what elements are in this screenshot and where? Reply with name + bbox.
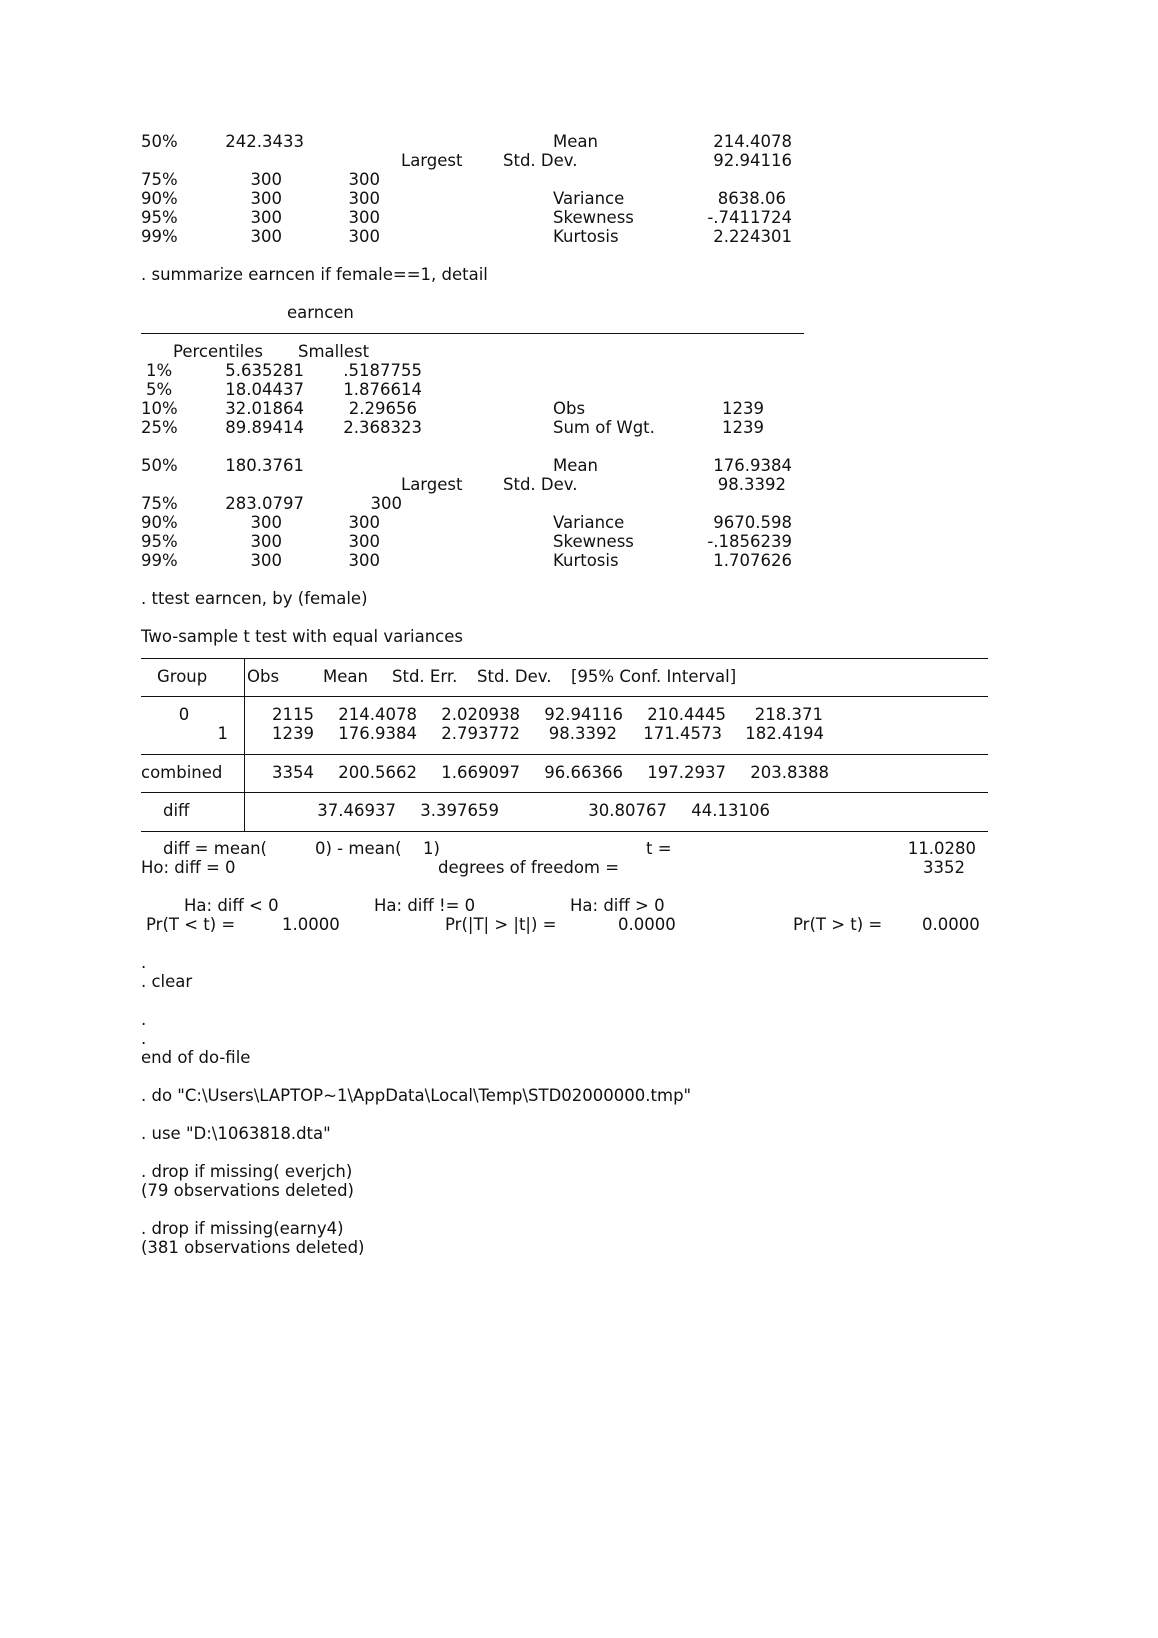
row-obs: 2115 xyxy=(272,705,314,724)
log-line: (79 observations deleted) xyxy=(141,1181,354,1200)
stat-value: 9670.598 xyxy=(713,513,792,532)
smallest-header: Smallest xyxy=(298,342,370,361)
table-top-rule xyxy=(141,658,988,659)
pct-value: 242.3433 xyxy=(225,132,304,151)
row-ci-high: 44.13106 xyxy=(691,801,770,820)
col-header-group: Group xyxy=(157,667,208,686)
extreme-value: 1.876614 xyxy=(343,380,422,399)
null-hypothesis: Ho: diff = 0 xyxy=(141,858,236,877)
log-line: . xyxy=(141,1029,147,1048)
log-line: . xyxy=(141,1010,147,1029)
largest-label: Largest xyxy=(401,151,463,170)
stat-value: 8638.06 xyxy=(717,189,786,208)
log-line: end of do-file xyxy=(141,1048,251,1067)
log-line: . xyxy=(141,953,147,972)
pct-value: 283.0797 xyxy=(225,494,304,513)
extreme-value: 300 xyxy=(348,551,380,570)
col-header-mean: Mean xyxy=(323,667,368,686)
row-obs: 3354 xyxy=(272,763,314,782)
table-rule xyxy=(141,792,988,793)
table-bottom-rule xyxy=(141,831,988,832)
row-se: 2.793772 xyxy=(441,724,520,743)
log-line: . clear xyxy=(141,972,193,991)
row-ci-high: 203.8388 xyxy=(750,763,829,782)
log-line: (381 observations deleted) xyxy=(141,1238,365,1257)
extreme-value: 300 xyxy=(348,208,380,227)
stat-label: Skewness xyxy=(553,208,634,227)
row-sd: 98.3392 xyxy=(548,724,617,743)
row-se: 3.397659 xyxy=(420,801,499,820)
t-value: 11.0280 xyxy=(907,839,976,858)
p-lt-label: Pr(T < t) = xyxy=(146,915,236,934)
col-header-sd: Std. Dev. xyxy=(477,667,552,686)
pct-label: 1% xyxy=(146,361,173,380)
row-ci-low: 30.80767 xyxy=(588,801,667,820)
stat-label: Sum of Wgt. xyxy=(553,418,655,437)
pct-label: 75% xyxy=(141,494,178,513)
stat-label: Mean xyxy=(553,132,598,151)
stat-value: 214.4078 xyxy=(713,132,792,151)
stat-value: 2.224301 xyxy=(713,227,792,246)
row-sd: 92.94116 xyxy=(544,705,623,724)
row-ci-low: 210.4445 xyxy=(647,705,726,724)
pct-label: 25% xyxy=(141,418,178,437)
extreme-value: 300 xyxy=(370,494,402,513)
row-mean: 37.46937 xyxy=(317,801,396,820)
row-mean: 176.9384 xyxy=(338,724,417,743)
p-ne-value: 0.0000 xyxy=(618,915,676,934)
log-line: . drop if missing(earny4) xyxy=(141,1219,344,1238)
alt-hypothesis-gt: Ha: diff > 0 xyxy=(570,896,665,915)
pct-label: 90% xyxy=(141,513,178,532)
row-ci-high: 182.4194 xyxy=(745,724,824,743)
stat-value: -.7411724 xyxy=(707,208,792,227)
t-label: t = xyxy=(646,839,672,858)
extreme-value: 300 xyxy=(348,189,380,208)
df-value: 3352 xyxy=(923,858,965,877)
stat-value: 1239 xyxy=(722,418,764,437)
col-header-se: Std. Err. xyxy=(392,667,458,686)
pct-value: 300 xyxy=(250,227,282,246)
extreme-value: 300 xyxy=(348,532,380,551)
table-column-rule xyxy=(244,658,245,831)
extreme-value: 2.368323 xyxy=(343,418,422,437)
row-group: 0 xyxy=(178,705,190,724)
command-line: . ttest earncen, by (female) xyxy=(141,589,368,608)
df-label: degrees of freedom = xyxy=(438,858,620,877)
diff-definition: 0) - mean( xyxy=(315,839,402,858)
pct-label: 95% xyxy=(141,532,178,551)
row-group: combined xyxy=(141,763,223,782)
diff-definition: diff = mean( xyxy=(163,839,267,858)
row-ci-low: 171.4573 xyxy=(643,724,722,743)
row-group: diff xyxy=(163,801,190,820)
alt-hypothesis-lt: Ha: diff < 0 xyxy=(184,896,279,915)
p-ne-label: Pr(|T| > |t|) = xyxy=(445,915,557,934)
pct-value: 300 xyxy=(250,170,282,189)
stat-label: Kurtosis xyxy=(553,551,619,570)
pct-value: 5.635281 xyxy=(225,361,304,380)
pct-label: 90% xyxy=(141,189,178,208)
ttest-title: Two-sample t test with equal variances xyxy=(141,627,463,646)
pct-value: 18.04437 xyxy=(225,380,304,399)
stat-label: Obs xyxy=(553,399,586,418)
stat-label: Std. Dev. xyxy=(503,475,578,494)
stat-label: Mean xyxy=(553,456,598,475)
extreme-value: .5187755 xyxy=(343,361,422,380)
percentiles-header: Percentiles xyxy=(173,342,264,361)
extreme-value: 300 xyxy=(348,227,380,246)
pct-value: 300 xyxy=(250,189,282,208)
stat-label: Kurtosis xyxy=(553,227,619,246)
stat-value: 92.94116 xyxy=(713,151,792,170)
pct-label: 50% xyxy=(141,132,178,151)
stat-value: 176.9384 xyxy=(713,456,792,475)
col-header-ci: [95% Conf. Interval] xyxy=(571,667,737,686)
row-obs: 1239 xyxy=(272,724,314,743)
log-line: . use "D:\1063818.dta" xyxy=(141,1124,331,1143)
extreme-value: 2.29656 xyxy=(348,399,417,418)
command-line: . summarize earncen if female==1, detail xyxy=(141,265,488,284)
pct-value: 300 xyxy=(250,532,282,551)
log-line: . do "C:\Users\LAPTOP~1\AppData\Local\Temp\STD02000000.tmp" xyxy=(141,1086,692,1105)
pct-label: 75% xyxy=(141,170,178,189)
pct-label: 99% xyxy=(141,227,178,246)
pct-value: 89.89414 xyxy=(225,418,304,437)
variable-title: earncen xyxy=(287,303,354,322)
row-mean: 214.4078 xyxy=(338,705,417,724)
pct-value: 300 xyxy=(250,551,282,570)
pct-label: 5% xyxy=(146,380,173,399)
col-header-obs: Obs xyxy=(247,667,280,686)
table-rule xyxy=(141,754,988,755)
pct-value: 300 xyxy=(250,208,282,227)
stat-value: 98.3392 xyxy=(717,475,786,494)
pct-value: 32.01864 xyxy=(225,399,304,418)
row-ci-low: 197.2937 xyxy=(647,763,726,782)
row-group: 1 xyxy=(217,724,228,743)
pct-value: 300 xyxy=(250,513,282,532)
log-line: . drop if missing( everjch) xyxy=(141,1162,353,1181)
table-header-rule xyxy=(141,696,988,697)
alt-hypothesis-ne: Ha: diff != 0 xyxy=(374,896,476,915)
largest-label: Largest xyxy=(401,475,463,494)
p-lt-value: 1.0000 xyxy=(282,915,340,934)
pct-label: 50% xyxy=(141,456,178,475)
p-gt-label: Pr(T > t) = xyxy=(793,915,883,934)
stat-value: -.1856239 xyxy=(707,532,792,551)
pct-value: 180.3761 xyxy=(225,456,304,475)
divider xyxy=(141,333,804,334)
stat-value: 1239 xyxy=(722,399,764,418)
row-se: 2.020938 xyxy=(441,705,520,724)
row-ci-high: 218.371 xyxy=(754,705,823,724)
row-sd: 96.66366 xyxy=(544,763,623,782)
extreme-value: 300 xyxy=(348,513,380,532)
row-mean: 200.5662 xyxy=(338,763,417,782)
stat-label: Variance xyxy=(553,189,625,208)
stat-label: Variance xyxy=(553,513,625,532)
pct-label: 95% xyxy=(141,208,178,227)
stat-label: Skewness xyxy=(553,532,634,551)
extreme-value: 300 xyxy=(348,170,380,189)
p-gt-value: 0.0000 xyxy=(922,915,980,934)
pct-label: 99% xyxy=(141,551,178,570)
stat-value: 1.707626 xyxy=(713,551,792,570)
row-se: 1.669097 xyxy=(441,763,520,782)
diff-definition: 1) xyxy=(423,839,440,858)
pct-label: 10% xyxy=(141,399,178,418)
stat-label: Std. Dev. xyxy=(503,151,578,170)
